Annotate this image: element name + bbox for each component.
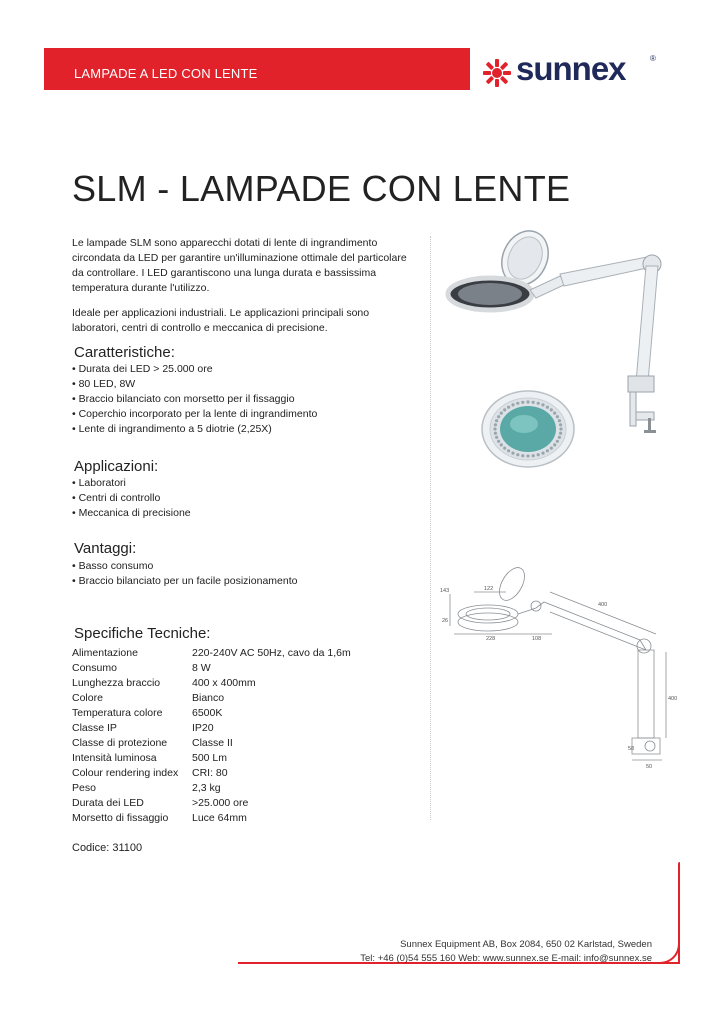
list-item: • Coperchio incorporato per la lente di ingrandimento [72, 407, 317, 422]
spec-label: Morsetto di fissaggio [72, 812, 169, 824]
spec-label: Peso [72, 782, 96, 794]
led-dot [556, 415, 559, 418]
led-dot [493, 427, 496, 430]
led-dot [511, 452, 514, 455]
dimension-label: 26 [442, 618, 449, 624]
column-divider [430, 236, 431, 820]
features-heading: Caratteristiche: [74, 344, 175, 361]
intro-text [72, 236, 412, 346]
spec-value: Classe II [192, 737, 233, 749]
led-dot [541, 452, 544, 455]
led-lens-photo [480, 388, 578, 470]
led-dot [532, 401, 535, 404]
spec-value: CRI: 80 [192, 767, 228, 779]
spec-label: Lunghezza braccio [72, 677, 161, 689]
sunnex-logo: sunnex [516, 50, 626, 87]
led-dot [503, 447, 506, 450]
dimension-label: 228 [486, 636, 496, 642]
dimension-label: 108 [532, 636, 542, 642]
footer-contact [360, 938, 652, 966]
spec-row [72, 691, 351, 706]
product-code: Codice: 31100 [72, 842, 143, 854]
spec-label: Alimentazione [72, 647, 138, 659]
spec-label: Colore [72, 692, 103, 704]
led-dot [559, 423, 562, 426]
spec-row [72, 766, 351, 781]
spec-row [72, 796, 351, 811]
spec-label: Consumo [72, 662, 117, 674]
led-dot [553, 443, 556, 446]
spec-value: 8 W [192, 662, 211, 674]
led-dot [503, 408, 506, 411]
led-dot [558, 419, 561, 422]
sunnex-logo-mark [482, 58, 512, 88]
spec-label: Classe di protezione [72, 737, 168, 749]
led-dot [556, 440, 559, 443]
led-dot [495, 436, 498, 439]
list-item: • Laboratori [72, 476, 191, 491]
led-dot [516, 402, 519, 405]
spec-row [72, 751, 351, 766]
spec-value: 6500K [192, 707, 223, 719]
led-dot [526, 400, 529, 403]
led-dot [516, 453, 519, 456]
applications-list [72, 476, 191, 521]
spec-label: Durata dei LED [72, 797, 144, 809]
led-dot [507, 406, 510, 409]
spec-row [72, 781, 351, 796]
led-dot [537, 453, 540, 456]
led-dot [497, 440, 500, 443]
spec-row [72, 661, 351, 676]
led-dot [494, 432, 497, 435]
spec-label: Classe IP [72, 722, 117, 734]
spec-value: 2,3 kg [192, 782, 221, 794]
list-item: • Braccio bilanciato con morsetto per il fissaggio [72, 392, 317, 407]
led-dot [526, 454, 529, 457]
footer-contacts: Tel: +46 (0)54 555 160 Web: www.sunnex.se E-mail: info@sunnex.se [360, 953, 652, 964]
dimension-label: 50 [646, 764, 653, 770]
led-dot [521, 454, 524, 457]
footer-address: Sunnex Equipment AB, Box 2084, 650 02 Karlstad, Sweden [400, 939, 652, 950]
list-item: • Centri di controllo [72, 491, 191, 506]
intro-paragraph: Ideale per applicazioni industriali. Le applicazioni principali sono laboratori, centri di controllo e meccanica di precisione. [72, 307, 370, 334]
specs-table [72, 646, 351, 826]
spec-value: IP20 [192, 722, 214, 734]
led-dot [507, 449, 510, 452]
applications-heading: Applicazioni: [74, 458, 159, 475]
spec-row [72, 811, 351, 826]
list-item: • Meccanica di precisione [72, 506, 191, 521]
advantages-list [72, 559, 297, 589]
specs-heading: Specifiche Tecniche: [74, 625, 211, 642]
spec-row [72, 676, 351, 691]
spec-row [72, 721, 351, 736]
led-dot [550, 408, 553, 411]
banner-title: LAMPADE A LED CON LENTE [74, 66, 258, 81]
led-dot [558, 436, 561, 439]
advantages-heading: Vantaggi: [74, 540, 137, 557]
dimension-label: 143 [440, 588, 450, 594]
list-item: • Basso consumo [72, 559, 297, 574]
dimension-label: 122 [484, 586, 494, 592]
led-dot [537, 402, 540, 405]
dimension-label: 400 [598, 602, 608, 608]
led-dot [559, 432, 562, 435]
led-dot [500, 443, 503, 446]
registered-mark: ® [650, 54, 656, 63]
spec-value: Bianco [192, 692, 225, 704]
footer-corner-curve [660, 944, 680, 964]
spec-row [72, 646, 351, 661]
led-dot [521, 401, 524, 404]
led-dot [532, 454, 535, 457]
led-dot [497, 415, 500, 418]
list-item: • 80 LED, 8W [72, 377, 317, 392]
led-dot [495, 419, 498, 422]
spec-row [72, 706, 351, 721]
spec-label: Colour rendering index [72, 767, 179, 779]
spec-label: Temperatura colore [72, 707, 163, 719]
led-dot [559, 427, 562, 430]
led-dot [500, 412, 503, 415]
spec-label: Intensità luminosa [72, 752, 157, 764]
intro-paragraph: Le lampade SLM sono apparecchi dotati di lente di ingrandimento circondata da LED per garantire un'illuminazione ottimale del particolare da controllare. I LED garantiscono una lunga durata e bassissima temperatura durante l'utilizzo. [72, 237, 407, 294]
spec-value: 400 x 400mm [192, 677, 256, 689]
spec-row [72, 736, 351, 751]
dimension-label: 400 [668, 696, 678, 702]
led-dot [541, 403, 544, 406]
list-item: • Durata dei LED > 25.000 ore [72, 362, 317, 377]
led-dot [553, 412, 556, 415]
spec-value: 500 Lm [192, 752, 228, 764]
spec-value: >25.000 ore [192, 797, 249, 809]
list-item: • Lente di ingrandimento a 5 diotrie (2,25X) [72, 422, 317, 437]
technical-drawing [440, 562, 678, 774]
features-list [72, 362, 317, 437]
dimension-label: 58 [628, 746, 635, 752]
led-dot [550, 447, 553, 450]
spec-value: 220-240V AC 50Hz, cavo da 1,6m [192, 647, 351, 659]
led-dot [511, 403, 514, 406]
spec-value: Luce 64mm [192, 812, 247, 824]
list-item: • Braccio bilanciato per un facile posizionamento [72, 574, 297, 589]
led-dot [546, 449, 549, 452]
led-dot [546, 406, 549, 409]
led-dot [494, 423, 497, 426]
page-title: SLM - LAMPADE CON LENTE [72, 168, 571, 209]
